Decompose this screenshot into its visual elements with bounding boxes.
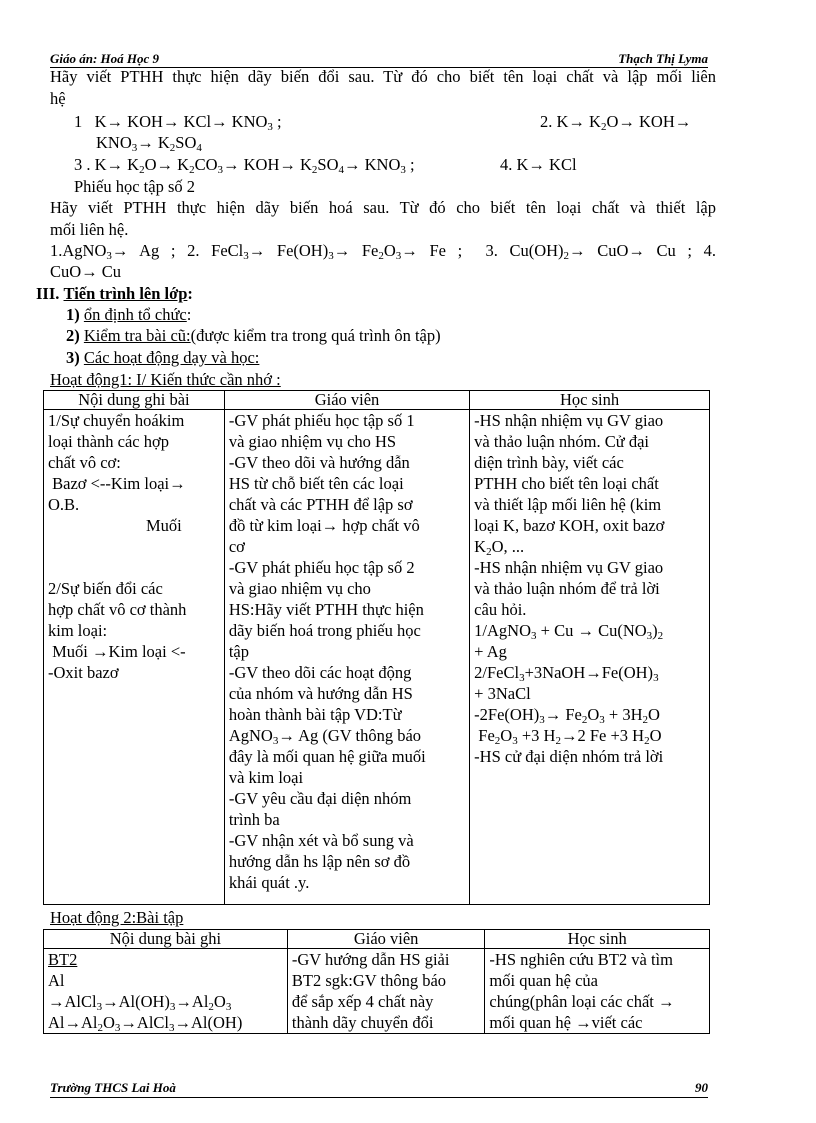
col-header-content: Nội dung ghi bài: [44, 391, 225, 410]
text-line: BT2 sgk:GV thông báo: [291, 971, 447, 990]
text-line: [48, 557, 220, 578]
page-number: 90: [695, 1080, 708, 1095]
text-line: chất vô cơ:: [48, 453, 121, 472]
page-footer: [50, 1078, 708, 1098]
col-header-student: Học sinh: [485, 930, 710, 949]
text-line: Muối: [146, 516, 182, 535]
text-line: O.B.: [48, 495, 80, 514]
intro-line-1: Hãy viết PTHH thực hiện dãy biến đổi sau. Từ đó cho biết tên loại chất và lập mối liên: [50, 67, 716, 86]
text-line: và thiết lập mối liên hệ (kim: [474, 495, 662, 514]
last-sequence-number: 4.: [703, 241, 716, 260]
step-1: [66, 305, 191, 326]
step-2-number: 2): [66, 326, 80, 345]
table-header-row: [44, 391, 710, 410]
header-left: Giáo án: Hoá Học 9: [50, 51, 160, 66]
oxide-label: Oxit bazơ: [53, 663, 119, 682]
step-1-label: ổn định tổ chức: [83, 305, 187, 324]
activity-1-table: [43, 390, 710, 905]
text-line: Muối →Kim loại <-: [48, 642, 186, 661]
step-2: [66, 326, 441, 347]
text-line: -GV phát phiếu học tập số 2: [228, 558, 415, 577]
text-line: đồ từ kim loại→ hợp chất vô: [228, 516, 420, 535]
text-line: trình ba: [228, 810, 280, 829]
text-line: kim loại:: [48, 621, 108, 640]
activity-1-title: Hoạt động1: I/ Kiến thức cần nhớ :: [50, 370, 281, 389]
sequence-list-2: 1.AgNO$_3$→ Ag ; 2. FeCl$_3$→ $Fe(OH)_3\to Fe_2O_3\to Fe$ ; 3. $Cu(OH)_2\to CuO\to Cu$ ; 4.: [50, 241, 716, 262]
text-line: -GV hướng dẫn HS giải: [291, 950, 450, 969]
sequence-1-number: 1: [74, 112, 83, 131]
text-line: $Fe_2O_3 +3$ $H_2\to 2$ Fe +3 $H_2O$: [474, 726, 662, 747]
text-line: [48, 536, 220, 557]
table-header-row: [44, 930, 710, 949]
sequence-3: 3 . $K\to K_2O\to K_2CO_3\to KOH\to K_2SO_4\to KNO_3$ ;: [74, 155, 415, 176]
text-line: PTHH cho biết tên loại chất: [474, 474, 659, 493]
text-line: khái quát .y.: [228, 873, 310, 892]
text-span: chúng(phân loại các chất: [489, 992, 654, 1011]
text-line: chất và các PTHH để lập sơ: [228, 495, 413, 514]
text-line: 1/Sự chuyển hoákim: [48, 411, 185, 430]
text-line: đây là mối quan hệ giữa muối: [228, 747, 426, 766]
text-line: chúng(phân loại các chất →: [489, 992, 675, 1011]
text-line: tập: [228, 642, 250, 661]
col-header-teacher: Giáo viên: [287, 930, 485, 949]
text-line: -GV theo dõi các hoạt động: [228, 663, 412, 682]
page-header: [50, 50, 708, 68]
text-line: mối quan hệ của: [489, 971, 599, 990]
intro-line-4: mối liên hệ.: [50, 220, 129, 239]
step-2-label: Kiểm tra bài cũ:: [83, 326, 191, 345]
text-line: câu hỏi.: [474, 600, 527, 619]
text-line: -HS cử đại diện nhóm trả lời: [474, 747, 664, 766]
table-row: [44, 410, 710, 905]
col-header-teacher: Giáo viên: [224, 391, 469, 410]
teacher-cell: [224, 410, 469, 905]
step-1-number: 1): [66, 305, 80, 324]
sequence-2-number: 2.: [540, 112, 553, 131]
teacher-cell: [287, 949, 485, 1034]
text-line: HS từ chỗ biết tên các loại: [228, 474, 404, 493]
section-colon: :: [187, 284, 193, 303]
table-row: [44, 949, 710, 1034]
header-right: Thạch Thị Lyma: [618, 51, 708, 66]
text-span: viết các: [591, 1013, 643, 1032]
sequence-4: 4. K→ KCl: [500, 155, 577, 174]
exercise-label: BT2: [48, 950, 78, 969]
text-line: -HS nhận nhiệm vụ GV giao: [474, 411, 664, 430]
text-line: hợp chất vô cơ thành: [48, 600, 187, 619]
col-header-student: Học sinh: [470, 391, 710, 410]
text-line: -HS nhận nhiệm vụ GV giao: [474, 558, 664, 577]
text-span: đồ từ kim loại: [228, 516, 322, 535]
content-cell: [44, 949, 288, 1034]
text-line: $Al\to Al_2O_3\to AlCl_3\to Al(OH)$: [48, 1013, 243, 1034]
text-line: để sắp xếp 4 chất này: [291, 992, 434, 1011]
step-3: [66, 348, 259, 369]
text-line: -GV yêu cầu đại diện nhóm: [228, 789, 412, 808]
text-line: và kim loại: [228, 768, 304, 787]
sequence-2-cont: $KNO_3\to K_2SO_4$: [96, 133, 202, 154]
text-line: mối quan hệ →viết các: [489, 1013, 643, 1032]
step-3-label: Các hoạt động dạy và học:: [83, 348, 260, 367]
intro-line-2: hệ: [50, 89, 66, 108]
text-span: mối quan hệ: [489, 1013, 571, 1032]
activity-2-table: [43, 929, 710, 1034]
text-line: cơ: [228, 537, 245, 556]
text-line: diện trình bày, viết các: [474, 453, 624, 472]
text-line: và giao nhiệm vụ cho: [228, 579, 371, 598]
text-line: và thảo luận nhóm để trả lời: [474, 579, 660, 598]
text-line: thành dãy chuyển đổi: [291, 1013, 434, 1032]
text-line: $-2Fe(OH)_3\to Fe_2O_3 + 3H_2O$: [474, 705, 660, 726]
section-number: III.: [36, 284, 60, 303]
text-line: của nhóm và hướng dẫn HS: [228, 684, 413, 703]
sequence-4-number: 4.: [500, 155, 513, 174]
sequence-2: 2. $K\to K_2O\to KOH\to$: [540, 112, 692, 133]
step-3-number: 3): [66, 348, 80, 367]
text-line: dãy biến hoá trong phiếu học: [228, 621, 421, 640]
sequence-3-number: 3 .: [74, 155, 91, 174]
text-span: O, ...: [491, 537, 525, 556]
text-line: hoàn thành bài tập VD:Từ: [228, 705, 402, 724]
text-line: 2/Sự biến đổi các: [48, 579, 163, 598]
text-line: và giao nhiệm vụ cho HS: [228, 432, 397, 451]
worksheet-2-title: Phiếu học tập số 2: [74, 177, 195, 196]
sequence-list-2-cont: CuO→ Cu: [50, 262, 122, 281]
text-line: loại thành các hợp: [48, 432, 169, 451]
text-line: $K_2O$, ...: [474, 537, 525, 558]
text-span: hợp chất vô: [342, 516, 420, 535]
footer-school: Trường THCS Lai Hoà: [50, 1080, 176, 1095]
text-line: hướng dẫn hs lập nên sơ đồ: [228, 852, 411, 871]
text-line: HS:Hãy viết PTHH thực hiện: [228, 600, 424, 619]
text-line: Al: [48, 971, 65, 990]
text-line: AgNO$_3$→ Ag (GV thông báo: [228, 726, 422, 747]
section-heading: [36, 284, 193, 305]
text-line: -Oxit bazơ: [48, 663, 119, 682]
student-cell: [470, 410, 710, 905]
text-line: -GV phát phiếu học tập số 1: [228, 411, 415, 430]
content-cell: [44, 410, 225, 905]
text-line: + 3NaCl: [474, 684, 531, 703]
text-line: Bazơ <--Kim loại→: [48, 474, 186, 493]
sequence-1: 1 $K\to KOH\to KCl\to KNO_3$ ;: [74, 112, 282, 133]
text-line: và thảo luận nhóm. Cử đại: [474, 432, 650, 451]
student-cell: [485, 949, 710, 1034]
text-line: $\to AlCl_3\to Al(OH)_3\to Al_2O_3$: [48, 992, 232, 1013]
text-line: [48, 949, 283, 970]
text-line: -HS nghiên cứu BT2 và tìm: [489, 950, 673, 969]
text-line: 1/AgNO$_3$ + $Cu \to Cu(NO_3)_2$: [474, 621, 664, 642]
text-line: $2/FeCl_3+3NaOH\to Fe(OH)_3$: [474, 663, 659, 684]
text-line: -GV theo dõi và hướng dẫn: [228, 453, 410, 472]
text-line: + Ag: [474, 642, 507, 661]
col-header-content: Nội dung bài ghi: [44, 930, 288, 949]
intro-line-3: Hãy viết PTHH thực hiện dãy biến hoá sau. Từ đó cho biết tên loại chất và thiết lập: [50, 198, 716, 217]
text-line: -GV nhận xét và bổ sung và: [228, 831, 414, 850]
step-2-rest: (được kiểm tra trong quá trình ôn tập): [190, 326, 441, 345]
text-span: Ag (GV thông báo: [298, 726, 422, 745]
section-title: Tiến trình lên lớp: [63, 284, 188, 303]
activity-2-title: Hoạt động 2:Bài tập: [50, 908, 184, 927]
step-1-colon: :: [186, 305, 192, 324]
text-line: loại K, bazơ KOH, oxit bazơ: [474, 516, 665, 535]
